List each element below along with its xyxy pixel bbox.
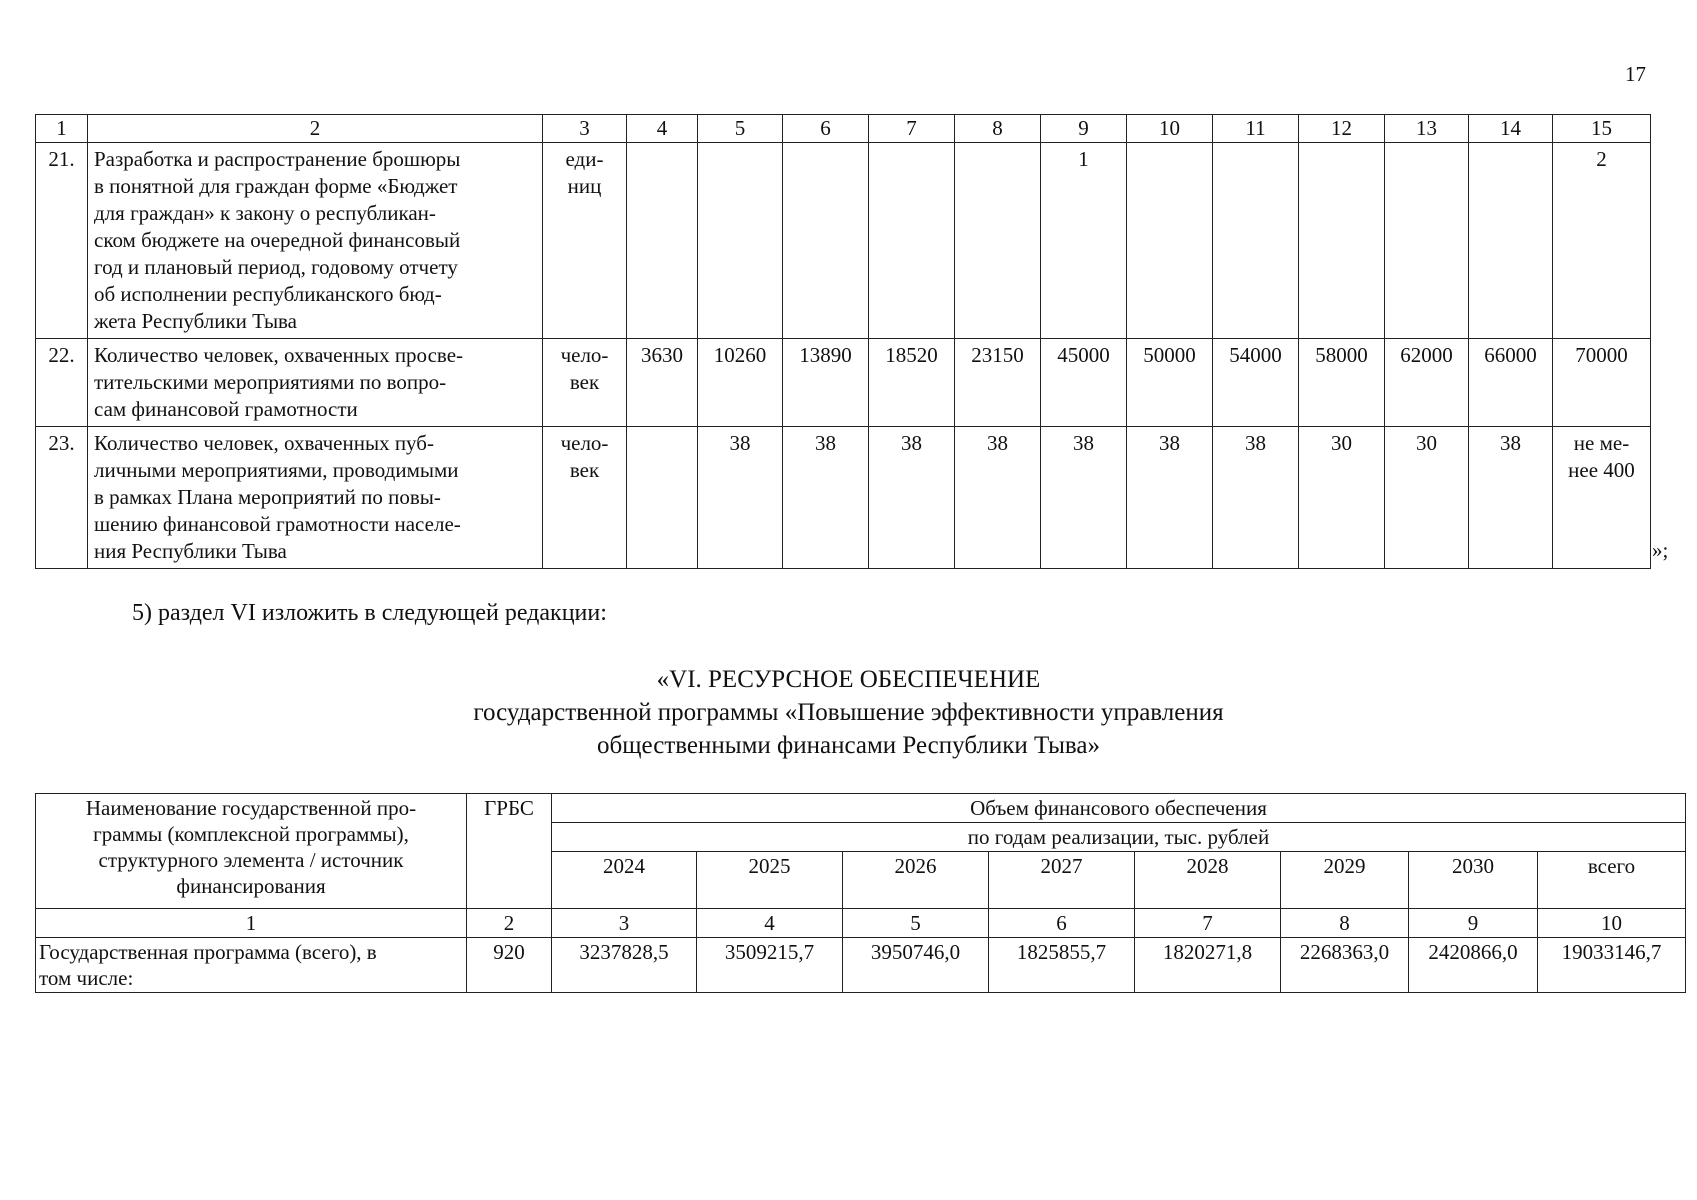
value-cell: 2268363,0 <box>1281 938 1409 993</box>
value-cell <box>698 143 783 339</box>
table-header-row <box>36 794 1686 823</box>
value-cell: 38 <box>869 427 955 569</box>
table-header-row <box>36 115 1651 143</box>
text-line: том числе: <box>39 966 134 990</box>
value-cell: 38 <box>1469 427 1553 569</box>
header-cell: 9 <box>1041 115 1127 143</box>
text-line: в понятной для граждан форме «Бюджет <box>94 174 458 198</box>
column-number: 8 <box>1281 909 1409 938</box>
section-title <box>0 663 1697 762</box>
indicator-description <box>88 427 543 569</box>
text-line: Количество человек, охваченных пуб- <box>94 431 434 455</box>
text-line: личными мероприятиями, проводимыми <box>94 458 459 482</box>
value-cell: 30 <box>1299 427 1385 569</box>
table-row <box>36 427 1651 569</box>
year-header: 2024 <box>552 852 697 909</box>
value-cell <box>1385 143 1469 339</box>
closing-quote-mark: »; <box>1652 538 1669 562</box>
year-header: 2026 <box>843 852 989 909</box>
unit-cell <box>543 143 627 339</box>
value-cell: 58000 <box>1299 339 1385 427</box>
value-cell: 10260 <box>698 339 783 427</box>
value-cell <box>1213 143 1299 339</box>
value-cell: 54000 <box>1213 339 1299 427</box>
value-cell <box>783 143 869 339</box>
year-header: 2025 <box>697 852 843 909</box>
text-line: финансирования <box>176 874 326 898</box>
value-cell <box>955 143 1041 339</box>
value-cell: 62000 <box>1385 339 1469 427</box>
volume-header: Объем финансового обеспечения <box>552 794 1686 823</box>
years-header: по годам реализации, тыс. рублей <box>552 823 1686 852</box>
value-cell: 66000 <box>1469 339 1553 427</box>
text-line: век <box>569 370 600 394</box>
page-number: 17 <box>1625 62 1646 86</box>
text-line: об исполнении республиканского бюд- <box>94 282 442 306</box>
grbs-header: ГРБС <box>467 794 552 909</box>
value-cell: 3630 <box>627 339 698 427</box>
column-number: 2 <box>467 909 552 938</box>
header-cell: 10 <box>1127 115 1213 143</box>
value-cell: 70000 <box>1553 339 1651 427</box>
text-line: ниц <box>567 174 602 198</box>
text-line: чело- <box>560 343 609 367</box>
column-number: 6 <box>989 909 1135 938</box>
grbs-cell: 920 <box>467 938 552 993</box>
text-line: Государственная программа (всего), в <box>39 940 377 964</box>
header-cell: 15 <box>1553 115 1651 143</box>
text-line: год и плановый период, годовому отчету <box>94 255 458 279</box>
program-name-header <box>36 794 467 909</box>
value-cell: 38 <box>698 427 783 569</box>
section-title-line: «VI. РЕСУРСНОЕ ОБЕСПЕЧЕНИЕ <box>656 666 1041 693</box>
value-cell <box>1553 427 1651 569</box>
table-row <box>36 143 1651 339</box>
text-line: век <box>569 458 600 482</box>
text-line: шению финансовой грамотности населе- <box>94 512 461 536</box>
value-cell: 2 <box>1553 143 1651 339</box>
header-cell: 1 <box>36 115 88 143</box>
text-line: для граждан» к закону о республикан- <box>94 201 436 225</box>
column-number: 7 <box>1135 909 1281 938</box>
indicator-description <box>88 339 543 427</box>
header-cell: 11 <box>1213 115 1299 143</box>
value-cell: 38 <box>783 427 869 569</box>
value-cell: 3950746,0 <box>843 938 989 993</box>
text-line: Разработка и распространение брошюры <box>94 147 461 171</box>
column-number: 3 <box>552 909 697 938</box>
header-cell: 8 <box>955 115 1041 143</box>
value-cell: 38 <box>955 427 1041 569</box>
value-cell: 1820271,8 <box>1135 938 1281 993</box>
column-number: 9 <box>1409 909 1538 938</box>
row-number: 22. <box>36 339 88 427</box>
text-line: Наименование государственной про- <box>85 796 417 820</box>
year-header: 2027 <box>989 852 1135 909</box>
text-line: ния Республики Тыва <box>94 539 287 563</box>
header-cell: 3 <box>543 115 627 143</box>
section-title-line: государственной программы «Повышение эффективности управления <box>473 699 1224 726</box>
value-cell: 23150 <box>955 339 1041 427</box>
value-cell: 3509215,7 <box>697 938 843 993</box>
unit-cell <box>543 427 627 569</box>
value-cell: 50000 <box>1127 339 1213 427</box>
program-name-cell <box>36 938 467 993</box>
column-number: 5 <box>843 909 989 938</box>
text-line: сам финансовой грамотности <box>94 397 358 421</box>
year-header: 2030 <box>1409 852 1538 909</box>
value-cell: 45000 <box>1041 339 1127 427</box>
text-line: нее 400 <box>1568 458 1635 482</box>
value-cell: 30 <box>1385 427 1469 569</box>
value-cell <box>1469 143 1553 339</box>
text-line: граммы (комплексной программы), <box>93 822 409 846</box>
text-line: в рамках Плана мероприятий по повы- <box>94 485 441 509</box>
row-number: 21. <box>36 143 88 339</box>
resource-table <box>35 793 1686 993</box>
header-cell: 12 <box>1299 115 1385 143</box>
value-cell <box>1299 143 1385 339</box>
value-cell: 38 <box>1127 427 1213 569</box>
value-cell: 13890 <box>783 339 869 427</box>
value-cell: 18520 <box>869 339 955 427</box>
column-number-row <box>36 909 1686 938</box>
text-line: тительскими мероприятиями по вопро- <box>94 370 447 394</box>
value-cell: 1 <box>1041 143 1127 339</box>
value-cell: 2420866,0 <box>1409 938 1538 993</box>
table-row <box>36 339 1651 427</box>
header-cell: 7 <box>869 115 955 143</box>
value-cell: 38 <box>1041 427 1127 569</box>
value-cell <box>627 143 698 339</box>
value-cell: 3237828,5 <box>552 938 697 993</box>
indicators-table <box>35 114 1651 569</box>
value-cell: 38 <box>1213 427 1299 569</box>
indicator-description <box>88 143 543 339</box>
column-number: 4 <box>697 909 843 938</box>
value-cell <box>1127 143 1213 339</box>
header-cell: 14 <box>1469 115 1553 143</box>
text-line: жета Республики Тыва <box>94 309 298 333</box>
column-number: 1 <box>36 909 467 938</box>
column-number: 10 <box>1538 909 1686 938</box>
unit-cell <box>543 339 627 427</box>
total-header: всего <box>1538 852 1686 909</box>
header-cell: 13 <box>1385 115 1469 143</box>
text-line: структурного элемента / источник <box>98 848 404 872</box>
text-line: не ме- <box>1573 431 1630 455</box>
table-row <box>36 938 1686 993</box>
section-title-line: общественными финансами Республики Тыва» <box>597 732 1100 759</box>
text-line: Количество человек, охваченных просве- <box>94 343 464 367</box>
value-cell <box>627 427 698 569</box>
text-line: чело- <box>560 431 609 455</box>
year-header: 2029 <box>1281 852 1409 909</box>
header-cell: 4 <box>627 115 698 143</box>
row-number: 23. <box>36 427 88 569</box>
header-cell: 5 <box>698 115 783 143</box>
value-cell: 1825855,7 <box>989 938 1135 993</box>
year-header: 2028 <box>1135 852 1281 909</box>
total-cell: 19033146,7 <box>1538 938 1686 993</box>
header-cell: 6 <box>783 115 869 143</box>
value-cell <box>869 143 955 339</box>
text-line: еди- <box>565 147 604 171</box>
text-line: ском бюджете на очередной финансовый <box>94 228 461 252</box>
header-cell: 2 <box>88 115 543 143</box>
amendment-instruction: 5) раздел VI изложить в следующей редакции: <box>132 600 607 626</box>
